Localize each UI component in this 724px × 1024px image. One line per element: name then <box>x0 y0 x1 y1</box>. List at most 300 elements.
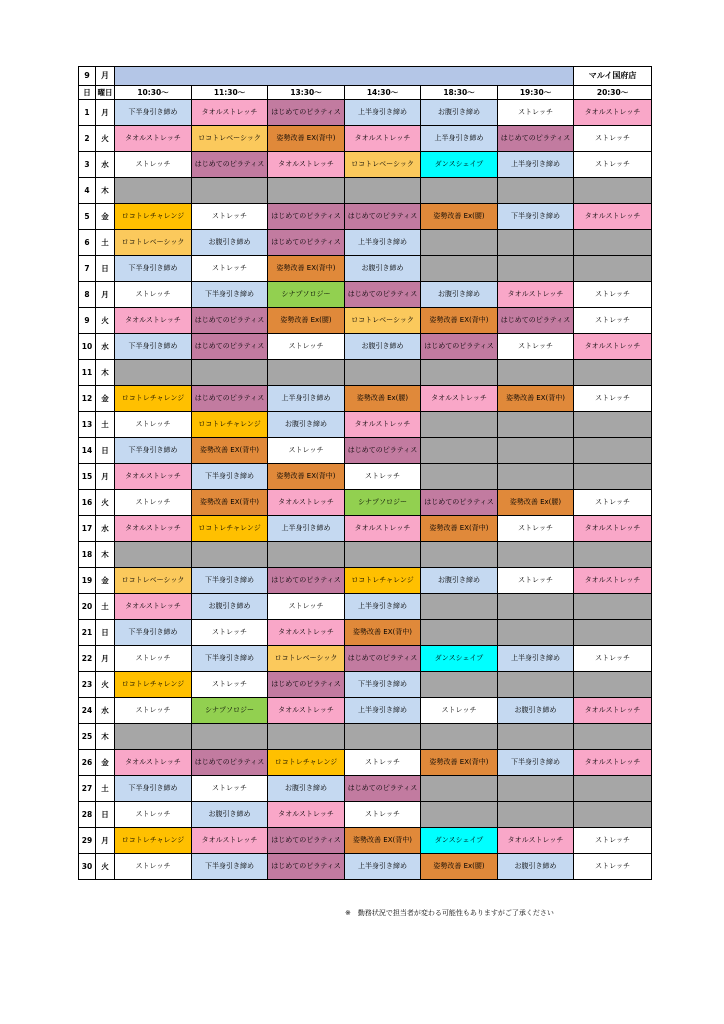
class-cell: お腹引き締め <box>192 802 268 828</box>
class-cell: お腹引き締め <box>268 776 345 802</box>
table-row <box>79 334 652 360</box>
class-cell: はじめてのピラティス <box>498 126 574 152</box>
weekday: 水 <box>96 698 115 724</box>
class-cell: 姿勢改善 Ex(腰) <box>268 308 345 334</box>
class-cell: ストレッチ <box>574 854 652 880</box>
class-cell: ストレッチ <box>115 412 192 438</box>
day-number: 5 <box>79 204 96 230</box>
day-number: 10 <box>79 334 96 360</box>
class-cell: タオルストレッチ <box>574 334 652 360</box>
weekday: 月 <box>96 646 115 672</box>
closed-cell <box>192 724 268 750</box>
class-cell: ストレッチ <box>115 698 192 724</box>
class-cell: 上半身引き締め <box>498 152 574 178</box>
table-row <box>79 542 652 568</box>
weekday: 金 <box>96 204 115 230</box>
class-cell: お腹引き締め <box>421 568 498 594</box>
class-cell: お腹引き締め <box>498 698 574 724</box>
class-cell: ストレッチ <box>421 698 498 724</box>
closed-cell <box>574 594 652 620</box>
closed-cell <box>192 360 268 386</box>
class-cell: ストレッチ <box>498 334 574 360</box>
closed-cell <box>421 178 498 204</box>
class-cell: 上半身引き締め <box>345 230 421 256</box>
class-cell: 上半身引き締め <box>345 698 421 724</box>
closed-cell <box>345 360 421 386</box>
day-number: 16 <box>79 490 96 516</box>
closed-cell <box>498 542 574 568</box>
closed-cell <box>574 542 652 568</box>
closed-cell <box>421 542 498 568</box>
class-cell: ダンスシェイプ <box>421 152 498 178</box>
closed-cell <box>421 672 498 698</box>
day-number: 2 <box>79 126 96 152</box>
closed-cell <box>421 620 498 646</box>
class-cell: 下半身引き締め <box>115 256 192 282</box>
closed-cell <box>498 438 574 464</box>
weekday: 火 <box>96 126 115 152</box>
day-number: 8 <box>79 282 96 308</box>
day-number: 3 <box>79 152 96 178</box>
closed-cell <box>574 776 652 802</box>
weekday: 木 <box>96 360 115 386</box>
class-cell: ストレッチ <box>574 152 652 178</box>
class-cell: はじめてのピラティス <box>345 438 421 464</box>
class-cell: はじめてのピラティス <box>192 386 268 412</box>
closed-cell <box>421 802 498 828</box>
class-cell: 姿勢改善 Ex(腰) <box>421 854 498 880</box>
class-cell: タオルストレッチ <box>268 490 345 516</box>
class-cell: 下半身引き締め <box>115 100 192 126</box>
class-cell: ストレッチ <box>574 386 652 412</box>
closed-cell <box>345 178 421 204</box>
closed-cell <box>574 230 652 256</box>
class-cell: 上半身引き締め <box>498 646 574 672</box>
class-cell: はじめてのピラティス <box>345 282 421 308</box>
closed-cell <box>268 724 345 750</box>
table-row <box>79 256 652 282</box>
weekday: 月 <box>96 100 115 126</box>
table-row <box>79 100 652 126</box>
class-cell: タオルストレッチ <box>115 464 192 490</box>
class-cell: タオルストレッチ <box>574 750 652 776</box>
class-cell: 下半身引き締め <box>345 672 421 698</box>
day-number: 17 <box>79 516 96 542</box>
day-column-header: 日 <box>79 86 96 100</box>
class-cell: はじめてのピラティス <box>268 230 345 256</box>
class-cell: ストレッチ <box>192 776 268 802</box>
table-row <box>79 516 652 542</box>
class-cell: ストレッチ <box>345 750 421 776</box>
weekday: 木 <box>96 542 115 568</box>
class-cell: シナプソロジー <box>268 282 345 308</box>
class-cell: ストレッチ <box>498 100 574 126</box>
class-cell: ストレッチ <box>498 516 574 542</box>
class-cell: ストレッチ <box>115 854 192 880</box>
closed-cell <box>421 412 498 438</box>
class-cell: 姿勢改善 EX(背中) <box>421 516 498 542</box>
class-cell: 上半身引き締め <box>345 100 421 126</box>
class-cell: タオルストレッチ <box>268 802 345 828</box>
class-cell: 姿勢改善 EX(背中) <box>268 464 345 490</box>
class-cell: タオルストレッチ <box>574 698 652 724</box>
class-cell: はじめてのピラティス <box>345 204 421 230</box>
day-number: 12 <box>79 386 96 412</box>
day-number: 4 <box>79 178 96 204</box>
class-cell: 下半身引き締め <box>192 282 268 308</box>
class-cell: 姿勢改善 EX(背中) <box>498 386 574 412</box>
weekday: 水 <box>96 334 115 360</box>
day-number: 18 <box>79 542 96 568</box>
weekday: 火 <box>96 490 115 516</box>
weekday: 水 <box>96 152 115 178</box>
class-cell: お腹引き締め <box>498 854 574 880</box>
closed-cell <box>498 256 574 282</box>
class-cell: 姿勢改善 Ex(腰) <box>345 386 421 412</box>
closed-cell <box>574 438 652 464</box>
closed-cell <box>574 464 652 490</box>
class-cell: ストレッチ <box>268 334 345 360</box>
weekday: 金 <box>96 750 115 776</box>
day-number: 13 <box>79 412 96 438</box>
closed-cell <box>345 724 421 750</box>
time-slot-header: 18:30～ <box>421 86 498 100</box>
class-cell: はじめてのピラティス <box>345 646 421 672</box>
closed-cell <box>574 620 652 646</box>
closed-cell <box>498 620 574 646</box>
day-number: 24 <box>79 698 96 724</box>
closed-cell <box>421 724 498 750</box>
class-cell: はじめてのピラティス <box>268 854 345 880</box>
class-cell: はじめてのピラティス <box>268 828 345 854</box>
class-cell: お腹引き締め <box>192 594 268 620</box>
class-cell: お腹引き締め <box>345 334 421 360</box>
day-number: 22 <box>79 646 96 672</box>
time-slot-header: 20:30～ <box>574 86 652 100</box>
class-cell: タオルストレッチ <box>421 386 498 412</box>
class-cell: お腹引き締め <box>421 100 498 126</box>
table-row <box>79 672 652 698</box>
class-cell: ロコトレチャレンジ <box>115 386 192 412</box>
class-cell: ロコトレチャレンジ <box>115 828 192 854</box>
class-cell: ロコトレチャレンジ <box>345 568 421 594</box>
class-cell: 下半身引き締め <box>192 568 268 594</box>
weekday: 土 <box>96 594 115 620</box>
table-row <box>79 776 652 802</box>
day-number: 27 <box>79 776 96 802</box>
closed-cell <box>574 802 652 828</box>
table-row <box>79 594 652 620</box>
class-cell: はじめてのピラティス <box>421 490 498 516</box>
table-row <box>79 152 652 178</box>
class-cell: 姿勢改善 EX(背中) <box>192 438 268 464</box>
table-row <box>79 464 652 490</box>
weekday: 土 <box>96 230 115 256</box>
class-cell: 姿勢改善 Ex(腰) <box>421 204 498 230</box>
class-cell: ストレッチ <box>268 438 345 464</box>
class-cell: はじめてのピラティス <box>192 152 268 178</box>
class-cell: ストレッチ <box>192 256 268 282</box>
closed-cell <box>498 594 574 620</box>
class-cell: タオルストレッチ <box>115 750 192 776</box>
footnote: ※ 勤務状況で担当者が変わる可能性もありますがご了承ください <box>345 909 554 917</box>
class-cell: シナプソロジー <box>192 698 268 724</box>
closed-cell <box>421 776 498 802</box>
time-slot-header: 19:30～ <box>498 86 574 100</box>
day-number: 21 <box>79 620 96 646</box>
class-cell: タオルストレッチ <box>574 204 652 230</box>
weekday: 火 <box>96 672 115 698</box>
day-number: 30 <box>79 854 96 880</box>
closed-cell <box>498 412 574 438</box>
table-row <box>79 282 652 308</box>
class-cell: 下半身引き締め <box>192 646 268 672</box>
closed-cell <box>574 672 652 698</box>
month-number: 9 <box>79 67 96 86</box>
weekday: 土 <box>96 776 115 802</box>
weekday: 火 <box>96 308 115 334</box>
table-row <box>79 854 652 880</box>
class-cell: ロコトレチャレンジ <box>115 204 192 230</box>
table-row <box>79 178 652 204</box>
table-row <box>79 230 652 256</box>
day-number: 11 <box>79 360 96 386</box>
table-row <box>79 386 652 412</box>
class-cell: タオルストレッチ <box>192 100 268 126</box>
class-cell: ストレッチ <box>574 646 652 672</box>
class-cell: ロコトレベーシック <box>268 646 345 672</box>
class-cell: 下半身引き締め <box>115 334 192 360</box>
month-label: 月 <box>96 67 115 86</box>
table-row <box>79 204 652 230</box>
day-number: 7 <box>79 256 96 282</box>
day-number: 23 <box>79 672 96 698</box>
class-cell: ストレッチ <box>345 464 421 490</box>
class-cell: 下半身引き締め <box>115 620 192 646</box>
weekday: 日 <box>96 620 115 646</box>
class-cell: ストレッチ <box>192 620 268 646</box>
table-row <box>79 438 652 464</box>
table-row <box>79 802 652 828</box>
weekday-column-header: 曜日 <box>96 86 115 100</box>
class-cell: 上半身引き締め <box>268 386 345 412</box>
class-cell: タオルストレッチ <box>268 620 345 646</box>
closed-cell <box>421 594 498 620</box>
closed-cell <box>574 412 652 438</box>
class-cell: ストレッチ <box>268 594 345 620</box>
class-cell: お腹引き締め <box>345 256 421 282</box>
class-cell: タオルストレッチ <box>192 828 268 854</box>
class-cell: ロコトレベーシック <box>345 308 421 334</box>
class-cell: タオルストレッチ <box>574 568 652 594</box>
class-cell: タオルストレッチ <box>268 698 345 724</box>
schedule-table <box>78 66 652 880</box>
class-cell: 上半身引き締め <box>345 854 421 880</box>
weekday: 金 <box>96 386 115 412</box>
class-cell: はじめてのピラティス <box>268 204 345 230</box>
table-row <box>79 828 652 854</box>
closed-cell <box>421 360 498 386</box>
class-cell: はじめてのピラティス <box>421 334 498 360</box>
table-row <box>79 308 652 334</box>
closed-cell <box>421 256 498 282</box>
closed-cell <box>498 672 574 698</box>
table-row <box>79 126 652 152</box>
class-cell: 上半身引き締め <box>345 594 421 620</box>
class-cell: ロコトレチャレンジ <box>192 412 268 438</box>
weekday: 金 <box>96 568 115 594</box>
class-cell: ストレッチ <box>115 490 192 516</box>
closed-cell <box>498 724 574 750</box>
class-cell: 下半身引き締め <box>192 464 268 490</box>
class-cell: 姿勢改善 Ex(腰) <box>498 490 574 516</box>
closed-cell <box>115 724 192 750</box>
class-cell: ロコトレベーシック <box>192 126 268 152</box>
day-number: 14 <box>79 438 96 464</box>
class-cell: 姿勢改善 EX(背中) <box>192 490 268 516</box>
class-cell: 上半身引き締め <box>421 126 498 152</box>
class-cell: タオルストレッチ <box>498 828 574 854</box>
weekday: 木 <box>96 178 115 204</box>
class-cell: 下半身引き締め <box>192 854 268 880</box>
weekday: 土 <box>96 412 115 438</box>
table-row <box>79 568 652 594</box>
closed-cell <box>192 542 268 568</box>
weekday: 日 <box>96 438 115 464</box>
header-row <box>79 86 652 100</box>
table-row <box>79 698 652 724</box>
closed-cell <box>498 230 574 256</box>
closed-cell <box>498 802 574 828</box>
class-cell: 姿勢改善 EX(背中) <box>421 750 498 776</box>
time-slot-header: 13:30～ <box>268 86 345 100</box>
class-cell: タオルストレッチ <box>345 412 421 438</box>
class-cell: 下半身引き締め <box>115 438 192 464</box>
class-cell: タオルストレッチ <box>115 308 192 334</box>
class-cell: はじめてのピラティス <box>192 334 268 360</box>
weekday: 木 <box>96 724 115 750</box>
closed-cell <box>498 464 574 490</box>
class-cell: ストレッチ <box>498 568 574 594</box>
closed-cell <box>498 178 574 204</box>
class-cell: タオルストレッチ <box>268 152 345 178</box>
class-cell: ストレッチ <box>574 282 652 308</box>
closed-cell <box>574 256 652 282</box>
class-cell: 姿勢改善 EX(背中) <box>268 126 345 152</box>
class-cell: ロコトレチャレンジ <box>192 516 268 542</box>
class-cell: タオルストレッチ <box>115 126 192 152</box>
class-cell: ストレッチ <box>192 204 268 230</box>
table-row <box>79 620 652 646</box>
weekday: 水 <box>96 516 115 542</box>
weekday: 日 <box>96 256 115 282</box>
class-cell: お腹引き締め <box>268 412 345 438</box>
closed-cell <box>268 542 345 568</box>
class-cell: タオルストレッチ <box>498 282 574 308</box>
class-cell: ストレッチ <box>115 282 192 308</box>
class-cell: タオルストレッチ <box>115 516 192 542</box>
class-cell: 下半身引き締め <box>498 750 574 776</box>
table-row <box>79 360 652 386</box>
closed-cell <box>574 178 652 204</box>
class-cell: はじめてのピラティス <box>268 568 345 594</box>
class-cell: タオルストレッチ <box>574 100 652 126</box>
class-cell: ストレッチ <box>115 802 192 828</box>
class-cell: お腹引き締め <box>192 230 268 256</box>
table-row <box>79 412 652 438</box>
store-name: マルイ国府店 <box>574 67 652 86</box>
closed-cell <box>192 178 268 204</box>
class-cell: お腹引き締め <box>421 282 498 308</box>
class-cell: ロコトレチャレンジ <box>268 750 345 776</box>
day-number: 9 <box>79 308 96 334</box>
class-cell: ストレッチ <box>192 672 268 698</box>
closed-cell <box>268 178 345 204</box>
time-slot-header: 10:30～ <box>115 86 192 100</box>
weekday: 日 <box>96 802 115 828</box>
class-cell: ストレッチ <box>115 152 192 178</box>
class-cell: ストレッチ <box>574 308 652 334</box>
day-number: 1 <box>79 100 96 126</box>
class-cell: シナプソロジー <box>345 490 421 516</box>
closed-cell <box>421 464 498 490</box>
time-slot-header: 11:30～ <box>192 86 268 100</box>
class-cell: ストレッチ <box>574 490 652 516</box>
table-row <box>79 646 652 672</box>
title-row <box>79 67 652 86</box>
closed-cell <box>115 178 192 204</box>
class-cell: ストレッチ <box>115 646 192 672</box>
class-cell: 下半身引き締め <box>498 204 574 230</box>
class-cell: タオルストレッチ <box>345 126 421 152</box>
table-row <box>79 490 652 516</box>
class-cell: ロコトレベーシック <box>115 568 192 594</box>
day-number: 28 <box>79 802 96 828</box>
class-cell: はじめてのピラティス <box>268 672 345 698</box>
title-banner <box>115 67 574 86</box>
class-cell: はじめてのピラティス <box>268 100 345 126</box>
class-cell: 下半身引き締め <box>115 776 192 802</box>
class-cell: 姿勢改善 EX(背中) <box>268 256 345 282</box>
class-cell: 姿勢改善 EX(背中) <box>345 620 421 646</box>
class-cell: はじめてのピラティス <box>498 308 574 334</box>
closed-cell <box>574 360 652 386</box>
class-cell: はじめてのピラティス <box>192 750 268 776</box>
class-cell: タオルストレッチ <box>115 594 192 620</box>
class-cell: ストレッチ <box>574 828 652 854</box>
day-number: 26 <box>79 750 96 776</box>
weekday: 月 <box>96 828 115 854</box>
class-cell: はじめてのピラティス <box>345 776 421 802</box>
table-row <box>79 724 652 750</box>
class-cell: ロコトレベーシック <box>345 152 421 178</box>
class-cell: ダンスシェイプ <box>421 646 498 672</box>
class-cell: 姿勢改善 EX(背中) <box>345 828 421 854</box>
day-number: 29 <box>79 828 96 854</box>
class-cell: ストレッチ <box>574 126 652 152</box>
closed-cell <box>574 724 652 750</box>
weekday: 月 <box>96 282 115 308</box>
closed-cell <box>268 360 345 386</box>
closed-cell <box>421 230 498 256</box>
weekday: 月 <box>96 464 115 490</box>
closed-cell <box>345 542 421 568</box>
day-number: 19 <box>79 568 96 594</box>
table-row <box>79 750 652 776</box>
closed-cell <box>498 360 574 386</box>
weekday: 火 <box>96 854 115 880</box>
closed-cell <box>115 542 192 568</box>
